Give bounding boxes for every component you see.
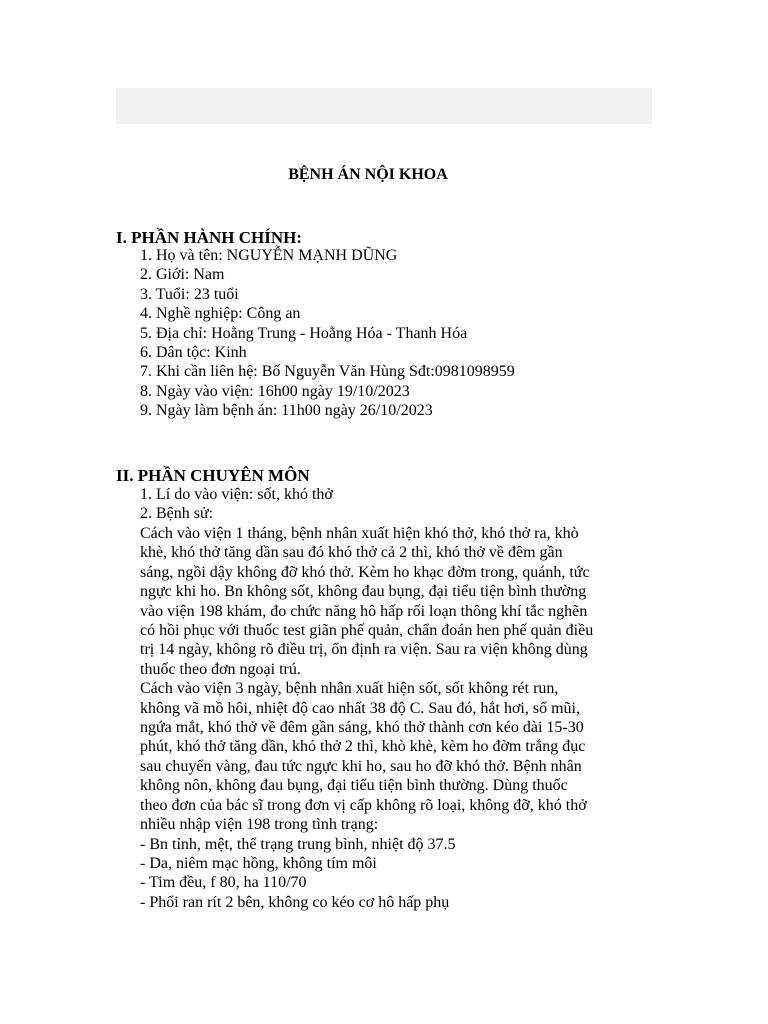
text-line: - Bn tỉnh, mệt, thể trạng trung bình, nhiệt độ 37.5 bbox=[140, 835, 456, 853]
text-line: - Tim đều, f 80, ha 110/70 bbox=[140, 874, 307, 892]
text-line: theo đơn của bác sĩ trong đơn vị cấp không rõ loại, không đỡ, khó thở bbox=[140, 796, 587, 814]
section-heading-administrative: I. PHẦN HÀNH CHÍNH: bbox=[116, 228, 303, 247]
text-line: trị 14 ngày, không rõ điều trị, ổn định ra viện. Sau ra viện không dùng bbox=[140, 641, 588, 659]
document-title: BỆNH ÁN NỘI KHOA bbox=[288, 166, 448, 183]
text-line: thuốc theo đơn ngoại trú. bbox=[140, 660, 301, 678]
list-item-record-date: 9. Ngày làm bệnh án: 11h00 ngày 26/10/2023 bbox=[140, 402, 433, 420]
list-item-age: 3. Tuổi: 23 tuổi bbox=[140, 285, 239, 303]
text-line: Cách vào viện 1 tháng, bệnh nhân xuất hiện khó thở, khó thở ra, khò bbox=[140, 525, 579, 542]
administrative-info-list bbox=[140, 246, 515, 421]
list-item-name: 1. Họ và tên: NGUYỄN MẠNH DŨNG bbox=[140, 247, 398, 264]
list-item-ethnicity: 6. Dân tộc: Kinh bbox=[140, 344, 247, 362]
text-line: Cách vào viện 3 ngày, bệnh nhân xuất hiện sốt, sốt không rét run, bbox=[140, 680, 559, 698]
text-line: ngực khi ho. Bn không sốt, không đau bụng, đại tiểu tiện bình thường bbox=[140, 583, 587, 601]
text-line: ngứa mắt, khó thở về đêm gần sáng, khó thở thành cơn kéo dài 15-30 bbox=[140, 719, 584, 737]
list-item-admission-reason: 1. Lí do vào viện: sốt, khó thở bbox=[140, 486, 333, 503]
text-line: - Phổi ran rít 2 bên, không co kéo cơ hô hấp phụ bbox=[140, 893, 450, 911]
text-line: khè, khó thở tăng dần sau đó khó thở cả 2 thì, khó thở về đêm gần bbox=[140, 544, 563, 562]
text-line: nhiều nhập viện 198 trong tình trạng: bbox=[140, 816, 379, 834]
list-item-admission-date: 8. Ngày vào viện: 16h00 ngày 19/10/2023 bbox=[140, 382, 410, 400]
text-line: sáng, ngồi dậy không đỡ khó thở. Kèm ho khạc đờm trong, quánh, tức bbox=[140, 563, 590, 581]
list-item-occupation: 4. Nghề nghiệp: Công an bbox=[140, 305, 301, 323]
text-line: vào viện 198 khám, đo chức năng hô hấp rối loạn thông khí tắc nghẽn bbox=[140, 602, 588, 620]
list-item-medical-history: 2. Bệnh sử: bbox=[140, 505, 214, 523]
text-line: sau chuyển vàng, đau tức ngực khi ho, sau ho đỡ khó thở. Bệnh nhân bbox=[140, 757, 582, 775]
text-line: không vã mồ hôi, nhiệt độ cao nhất 38 độ C. Sau đó, hắt hơi, sổ mũi, bbox=[140, 699, 580, 717]
professional-info-list bbox=[140, 485, 333, 524]
text-line: có hồi phục với thuốc test giãn phế quản, chẩn đoán hen phế quản điều bbox=[140, 622, 594, 640]
list-item-address: 5. Địa chỉ: Hoằng Trung - Hoằng Hóa - Thanh Hóa bbox=[140, 324, 468, 342]
list-item-contact: 7. Khi cần liên hệ: Bố Nguyễn Văn Hùng Sđt:0981098959 bbox=[140, 363, 515, 381]
header-band bbox=[116, 88, 652, 124]
text-line: không nôn, không đau bụng, đại tiểu tiện bình thường. Dùng thuốc bbox=[140, 777, 568, 795]
text-line: phút, khó thở tăng dần, khó thở 2 thì, khò khè, kèm ho đờm trắng đục bbox=[140, 738, 586, 756]
section-heading-professional: II. PHẦN CHUYÊN MÔN bbox=[116, 466, 310, 485]
list-item-gender: 2. Giới: Nam bbox=[140, 266, 225, 284]
text-line: - Da, niêm mạc hồng, không tím môi bbox=[140, 854, 377, 872]
medical-history-text bbox=[140, 524, 650, 912]
